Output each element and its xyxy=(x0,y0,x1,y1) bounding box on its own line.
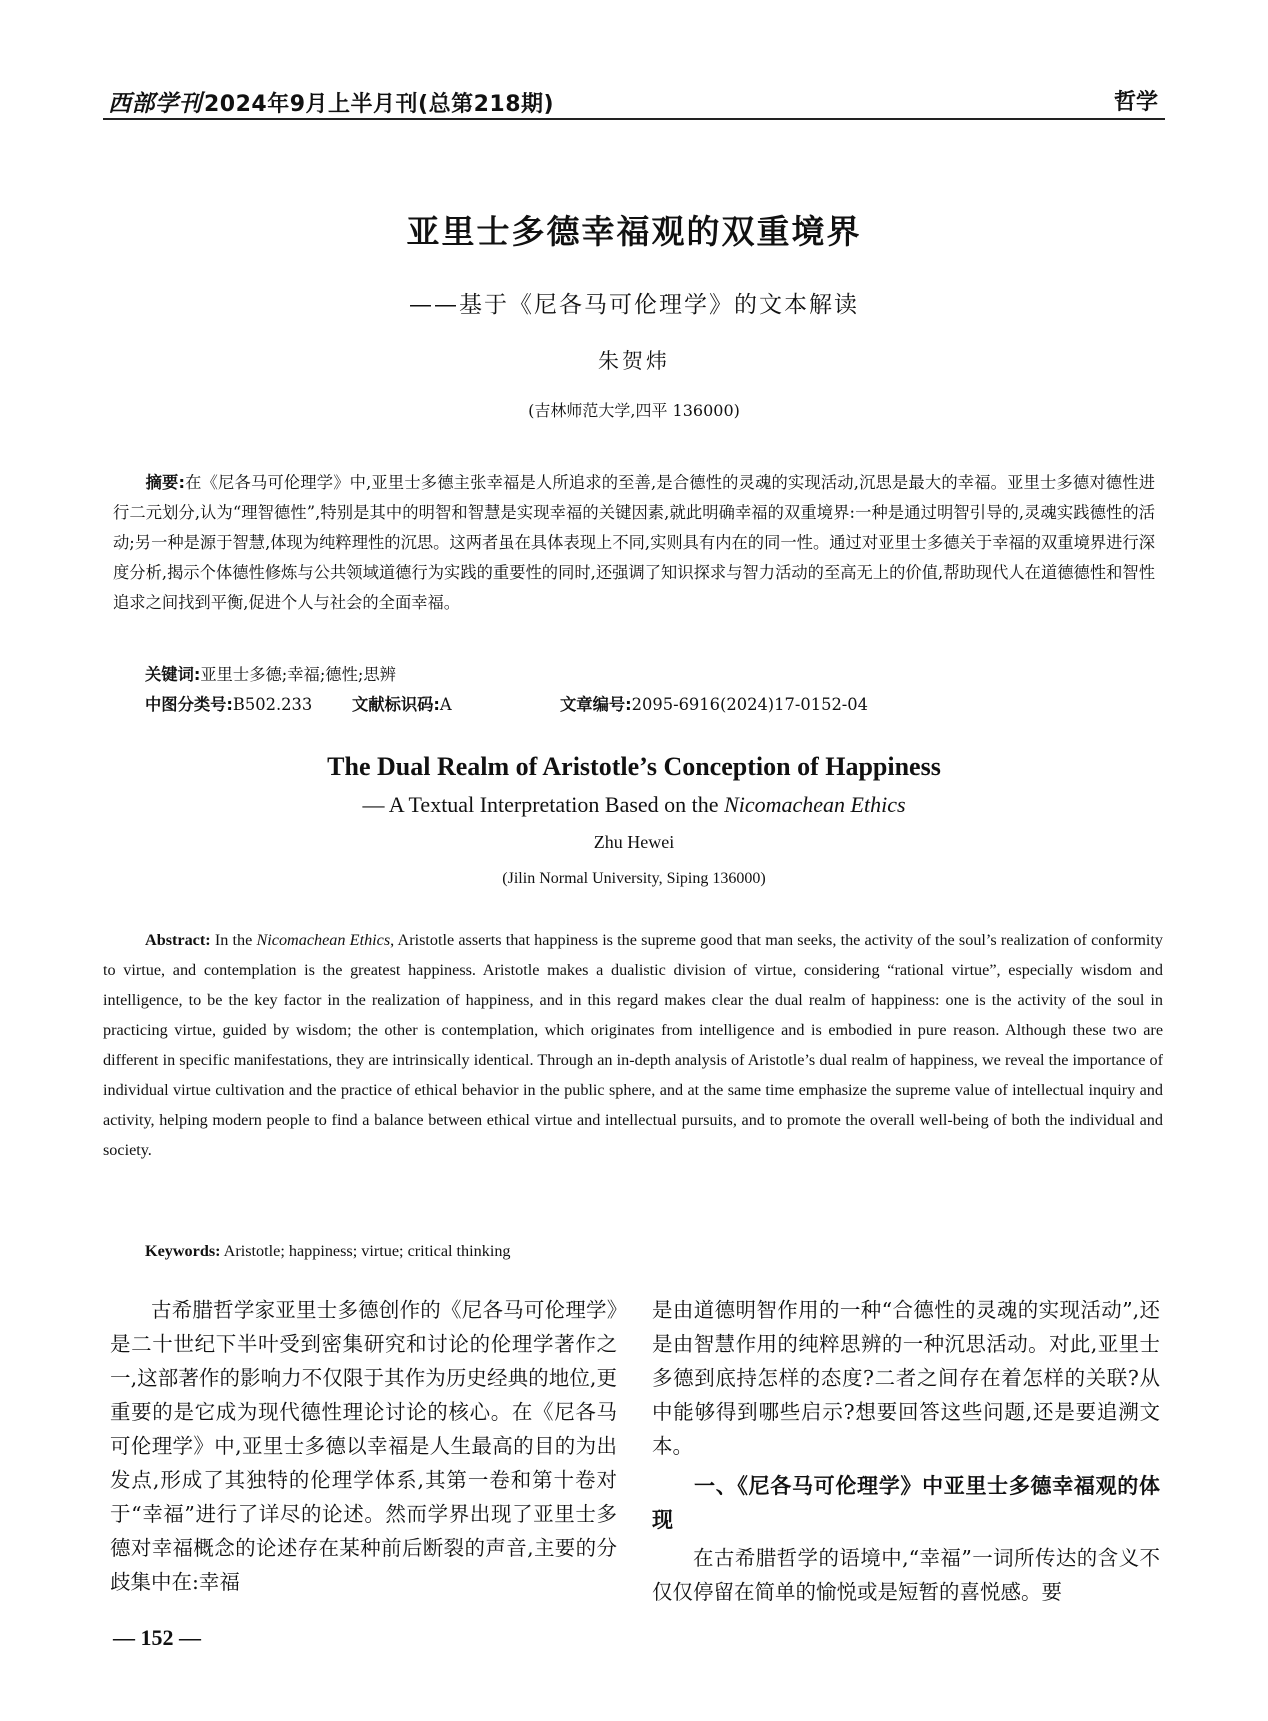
subtitle-cn: ——基于《尼各马可伦理学》的文本解读 xyxy=(409,292,859,318)
body-paragraph: 在古希腊哲学的语境中,“幸福”一词所传达的含义不仅仅停留在简单的愉悦或是短暂的喜悦感。要 xyxy=(652,1546,1160,1604)
abstract-cn xyxy=(113,468,1155,618)
body-column-left xyxy=(110,1293,617,1599)
title-cn: 亚里士多德幸福观的双重境界 xyxy=(406,212,862,251)
body-paragraph: 是由道德明智作用的一种“合德性的灵魂的实现活动”,还是由智慧作用的纯粹思辨的一种沉思活动。对此,亚里士多德到底持怎样的态度?二者之间存在着怎样的关联?从中能够得到哪些启示?想要回答这些问题,还是要追溯文本。 xyxy=(652,1298,1160,1458)
issue-info: 2024年9月上半月刊(总第218期) xyxy=(204,92,555,117)
author-cn: 朱贺炜 xyxy=(598,349,670,373)
affiliation-en: (Jilin Normal University, Siping 136000) xyxy=(502,870,766,887)
abstract-en-label: Abstract: xyxy=(145,931,211,949)
title-en: The Dual Realm of Aristotle’s Conception of Happiness xyxy=(327,752,941,781)
page-number: — 152 — xyxy=(113,1625,201,1650)
keywords-en-label: Keywords: xyxy=(145,1242,221,1260)
journal-logo: 西部学刊 xyxy=(108,90,202,117)
abstract-cn-text: 在《尼各马可伦理学》中,亚里士多德主张幸福是人所追求的至善,是合德性的灵魂的实现活动,沉思是最大的幸福。亚里士多德对德性进行二元划分,认为“理智德性”,特别是其中的明智和智慧是实现幸福的关键因素,就此明确幸福的双重境界:一种是通过明智引导的,灵魂实践德性的活动;另一种是源于智慧,体现为纯粹理性的沉思。这两者虽在具体表现上不同,实则具有内在的同一性。通过对亚里士多德关于幸福的双重境界进行深度分析,揭示个体德性修炼与公共领域道德行为实践的重要性的同时,还强调了知识探求与智力活动的至高无上的价值,帮助现代人在道德德性和智性追求之间找到平衡,促进个人与社会的全面幸福。 xyxy=(113,473,1155,612)
author-en: Zhu Hewei xyxy=(593,832,675,852)
article-code: 文章编号:2095-6916(2024)17-0152-04 xyxy=(560,695,869,714)
header-rule xyxy=(103,118,1165,120)
body-paragraph: 古希腊哲学家亚里士多德创作的《尼各马可伦理学》是二十世纪下半叶受到密集研究和讨论的伦理学著作之一,这部著作的影响力不仅限于其作为历史经典的地位,更重要的是它成为现代德性理论讨论的核心。在《尼各马可伦理学》中,亚里士多德以幸福是人生最高的目的为出发点,形成了其独特的伦理学体系,其第一卷和第十卷对于“幸福”进行了详尽的论述。然而学界出现了亚里士多德对幸福概念的论述存在某种前后断裂的声音,主要的分歧集中在:幸福 xyxy=(110,1298,617,1594)
doc-code: 文献标识码:A xyxy=(352,695,452,714)
keywords-cn-text: 亚里士多德;幸福;德性;思辨 xyxy=(200,665,396,684)
keywords-cn xyxy=(145,660,396,690)
keywords-cn-label: 关键词: xyxy=(145,665,201,684)
journal-header xyxy=(108,85,554,118)
section-label: 哲学 xyxy=(1113,90,1158,115)
abstract-cn-label: 摘要: xyxy=(145,473,185,492)
body-column-right xyxy=(652,1293,1160,1609)
abstract-en: Abstract: In the Nicomachean Ethics, Aristotle asserts that happiness is the supreme good that man seeks, the activity of the soul’s realization of conformity to virtue, and contemplation is the greatest happiness. Aristotle makes a dualistic division of virtue, considering “rational virtue”, especially wisdom and intelligence, to be the key factor in the realization of happiness, and in this regard makes clear the dual realm of happiness: one is the activity of the soul in practicing virtue, guided by wisdom; the other is contemplation, which originates from intelligence and is embodied in pure reason. Although these two are different in specific manifestations, they are intrinsically identical. Through an in-depth analysis of Aristotle’s dual realm of happiness, we reveal the importance of individual virtue cultivation and the practice of ethical behavior in the public sphere, and at the same time emphasize the supreme value of intellectual inquiry and activity, helping modern people to find a balance between ethical virtue and intellectual pursuits, and to promote the overall well-being of both the individual and society. xyxy=(103,931,1164,1159)
clc-code: 中图分类号:B502.233 xyxy=(145,695,313,714)
keywords-en: Keywords: Aristotle; happiness; virtue; critical thinking xyxy=(145,1242,511,1260)
section-heading: 一、《尼各马可伦理学》中亚里士多德幸福观的体现 xyxy=(652,1474,1160,1532)
subtitle-en: — A Textual Interpretation Based on the Nicomachean Ethics xyxy=(362,792,906,817)
affiliation-cn: (吉林师范大学,四平 136000) xyxy=(528,401,740,420)
